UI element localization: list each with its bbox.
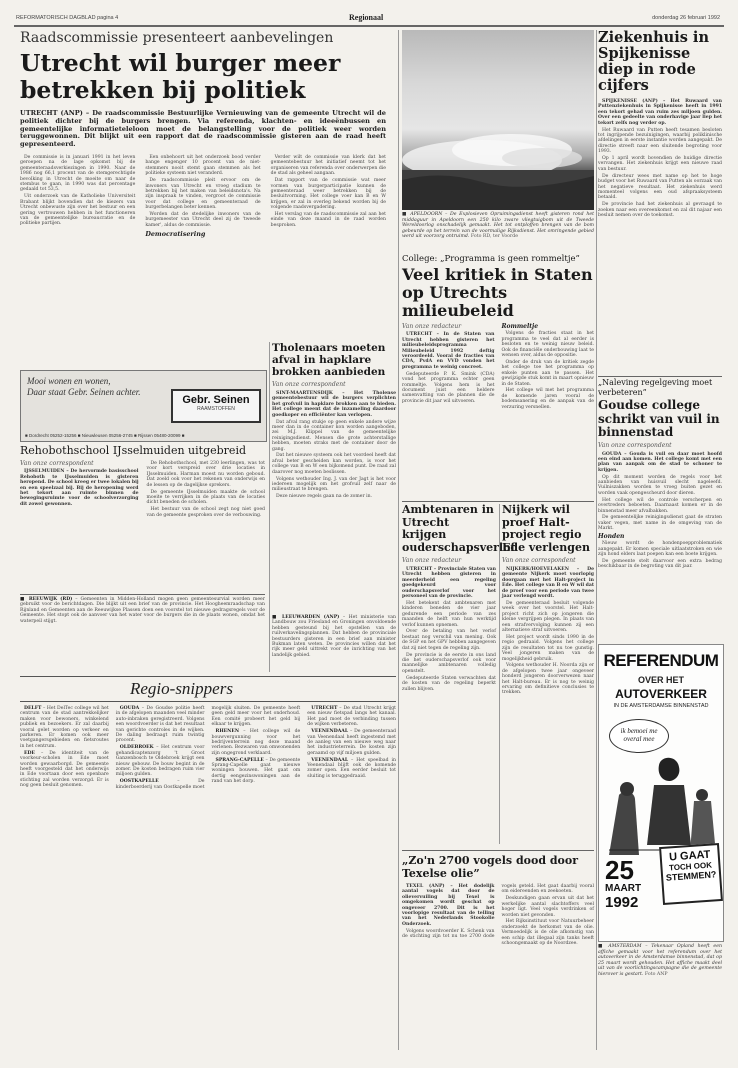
snipper-item [307, 758, 396, 780]
staten-lead: UTRECHT – In de Staten van Utrecht hebben gisteren het milieubeleidsprogramma Milieubeleid 1992 deftig veroordeeld. Vooral de fracties van CDA, PvdA en VVD vonden het programma te weinig concreet. [402, 332, 495, 370]
ambtenaren-headline: Ambtenaren in Utrecht krijgen ouderschapsverlof [402, 503, 516, 554]
poster-sign-line3: STEMMEN? [665, 869, 717, 883]
snipper-text: – Het DelTec college wil het centrum van de stad aantrekkelijker maken voor bewoners, winkelend publiek en bezoekers. Er zal daarbij vooral gelet worden op verkeer en parkeren. Er komen ook meer voetgangersgebieden en fietsroutes in het centrum. [20, 706, 109, 749]
reeuwijk-story [20, 597, 265, 655]
rehoboth-paragraph: De gemeente IJsselmuiden maakte de school moeite te verrijken in de plaats van de locaties dicht beneden de scholen. [146, 489, 265, 506]
snipper-item [307, 706, 396, 728]
masthead-section: Regionaal [349, 13, 384, 22]
regio-snippers-header: Regio-snippers [130, 679, 233, 698]
referendum-caption [598, 944, 722, 1034]
poster-speech-bubble [609, 719, 669, 753]
main-story-body [20, 155, 386, 315]
staten-body [402, 324, 594, 504]
goudse-paragraph: Het college wil de controle verscherpen en overtreders beboeten. Daarnaast komen er in de binnenstad meer afvalbakken. [598, 497, 722, 514]
vogels-paragraph: Volgens woordvoerder K. Schenk van de stichting zijn tot nu toe 2700 dode vogels geteld. Het gaat daarbij vooral om eidereenden en zeekoeten. [402, 884, 594, 940]
rehoboth-headline: Rehobothschool IJsselmuiden uitgebreid [20, 444, 246, 457]
ziekenhuis-paragraph: SPIJKENISSE (ANP) – Het Ruwaard van Puttenziekenhuis in Spijkenisse heeft in 1991 een tekort gehad van ruim zes miljoen gulden. Over een gedeelte van onderhavige jaar liep het tekort zelfs nog verder op. [598, 99, 722, 126]
reeuwijk-label: ■ REEUWIJK (RD) [20, 597, 73, 602]
snipper-text: – De gemeenteraad van Veenendaal heeft ingestemd met de aanleg van een nieuwe weg naar het industrieterrein. De kosten zijn geraamd op vijf miljoen gulden. [307, 729, 396, 756]
snipper-text: – Het speelbad in Veenendaal blijft ook de komende zomer open. Een eerder besluit tot sluiting is teruggedraaid. [307, 757, 396, 779]
goudse-overline: „Naleving regelgeving moet verbeteren” [598, 378, 713, 397]
vogels-story [402, 850, 594, 1047]
explosion-smoke-graphic [402, 30, 594, 210]
halt-body [502, 567, 594, 696]
tholenaars-lead: SINT-MAARTENSDIJK – Het Tholense gemeentebestuur wil de burgers verplichten het grofvuil in hapklare brokken aan te bieden. Het college meent dat de inzameling daardoor goedkoper en efficiënter kan verlopen. [272, 391, 396, 418]
halt-story [502, 504, 594, 846]
main-story-overline: Raadscommissie presenteert aanbevelingen [20, 30, 334, 46]
apeldoorn-caption [402, 212, 594, 250]
snipper-place: VEENENDAAL [311, 757, 349, 763]
staten-story [402, 254, 594, 499]
vogels-lead: TEXEL (ANP) – Het dodelijk aantal vogels dat door de olievervuiling bij Texel is omgekomen wordt geschat op ongeveer 2700. Dit is het voorlopige resultaat van de telling van het Nederlands Stookolie Onderzoek. [402, 884, 495, 927]
snipper-item [20, 706, 109, 749]
tholenaars-body [272, 391, 396, 500]
goudse-lead: GOUDA – Gouda is vuil en daar moet hoofd een eind aan komen. Het college komt met een plan van aanpak om de stad te schoner te krijgen. [598, 451, 722, 473]
poster-date-day: 25 [605, 855, 634, 885]
goudse-paragraph: Op dit moment worden de regels voor het aanbieden van huisvuil slecht nageleefd. Vuilniszakken worden te vroeg buiten gezet en worden vaak opengescheurd door dieren. [598, 474, 722, 496]
poster-sign-line2: TOCH OOK [668, 860, 713, 873]
gebr-seinen-ad [20, 370, 267, 442]
main-story-paragraph: Worden dat de stedelijke inwoners van de burgemeester van Utrecht deel zij de 'tweede kamer', aldus de commissie. [145, 212, 261, 228]
main-story-paragraph: Dat rapport van de commissie wat meer vormen van burgerparticipatie kunnen de gemeenteraad weer betrekken bij de besluitvorming. Het college voer kan B en W krijgen, er zal in overleg bekend worden bij de volgende raadsvergadering. [270, 178, 386, 211]
halt-byline: Van onze correspondent [502, 557, 576, 564]
staten-paragraph: Het college wil met het programma de komende jaren vooral de bodemsanering en de aanpak van de verzuring versnellen. [501, 388, 594, 410]
staten-paragraph: Volgens de fracties staat in het programma te veel dat al eerder is besloten en te weinig nieuw beleid. Ook de financiële onderbouwing laat te wensen over, aldus de oppositie. [501, 331, 594, 359]
poster-title: REFERENDUM [603, 651, 719, 670]
main-story-paragraph: Het verslag van de raadscommissie zal aan het einde van deze maand in de raad worden besproken. [270, 212, 386, 228]
snipper-place: SPRANG-CAPELLE [215, 757, 264, 763]
referendum-credit: Foto ANP [644, 971, 668, 977]
snipper-item [116, 706, 205, 744]
poster-sign-line1: U GAAT [668, 848, 711, 864]
main-story-paragraph: Een onbehoort uit het onderzoek bood verder bange engenger 10 procent van de niet-stemmers nooit stemt gaan stemmen als het politieke systeem niet veranderd. [145, 154, 261, 177]
poster-sign [659, 843, 723, 905]
masthead-paper-page: REFORMATORISCH DAGBLAD pagina 4 [16, 15, 119, 21]
snipper-place: RHENEN [215, 729, 240, 735]
ziekenhuis-paragraph: De directeur wees met name op het te hoge budget voor het Ruwaard van Putten als oorzaak van het negatieve resultaat. Het ziekenhuis werd momenteel volgens een oud afspraaksysteem betaald. [598, 173, 722, 201]
ad-addresses: ■ Dordrecht 05252-15256 ■ Nieuwleusen 05256-2745 ■ Rijssen 05480-20099 ■ [25, 433, 185, 438]
ziekenhuis-headline: Ziekenhuis in Spijkenisse diep in rode cijfers [598, 29, 709, 94]
snipper-text: – Het centrum voor gehandicaptenzorg 't Groot Ganzenbosch te Oldebroek krijgt een nieuw gebouw. De bouw begint in de zomer. De kosten bedragen ruim vier miljoen gulden. [115, 745, 205, 778]
snipper-place: GOUDA [119, 706, 140, 711]
tholenaars-paragraph: Volgens wethouder Ing. J. van der Jagt is het voor iedereen mogelijk om het grofvuil zelf naar de milieustraat te brengen. [272, 476, 396, 493]
tholenaars-paragraph: Dat het nieuwe systeem ook het voordeel heeft dat afval beter gescheiden kan worden, is voor het college van B en W een bijkomend punt. De raad zal daarover nog moeten beslissen. [272, 453, 396, 475]
main-story-paragraph: De commissie is in januari 1991 in het leven geroepen na de lage opkomst bij de gemeenteraadsverkiezingen in 1990. Naar de 1986 nog 66,1 procent van de stemgerechtigde bevolking in Utrecht de moeite om naar de stembus te gaan, in 1990 was dat percentage gedaald tot 53,5. [20, 154, 136, 193]
main-story-lead: UTRECHT (ANP) – De raadscommissie Bestuurlijke Vernieuwing van de gemeente Utrecht wil de politiek dichter bij de burgers brengen. Via referenda, klachten- en ideeënbussen en gemeentelijke informatieteleloon moet de belangstelling voor de politiek weer worden teruggewonnen. Dit blijkt uit een rapport dat de raadscommissie gisteren aan de raad heeft gepresenteerd. [20, 109, 386, 149]
halt-paragraph: Volgens wethouder H. Noorda zijn er de afgelopen twee jaar ongeveer honderd jongeren doorverwezen naar het Halt-bureau. Er is nog te weinig ervaring om definitieve conclusies te trekken. [502, 663, 594, 696]
photo-credit: Foto RD, ter Voorde [470, 234, 519, 239]
goudse-paragraph: De gemeentelijke reinigingsdienst gaat de straten vaker vegen, met name in de omgeving van de Markt. [598, 515, 722, 532]
snipper-place: OLDEBROEK [119, 745, 154, 751]
ambtenaren-paragraph: Gedeputeerde Staten verwachten dat de kosten van de regeling beperkt zullen blijven. [402, 675, 496, 692]
ziekenhuis-body [598, 99, 722, 219]
snipper-place: UTRECHT [311, 706, 338, 711]
ambtenaren-paragraph: De provincie is de eerste in ons land die het ouderschapsverlof ook voor mannelijke ambtenaren volledig openstelt. [402, 652, 496, 674]
reeuwijk-text: – Gemeenten in Midden-Holland mogen geen gemeentesurvial worden meer gebruikt voor de berichtdagen. Die blijkt uit een brief van de provincie. Het Hoogheemraadschap van Rijnland en Gemeenten aan de Reeuwijkse Plassen doen een voorstel tot nieuwe gedragsregels voor de Gemeente. Het stopt ook de aanvoer van het water voor de burgers die in de plaats wonen, omdat het waterpeil stijgt. [20, 597, 265, 624]
poster-date-month: MAART [605, 883, 642, 894]
halt-paragraph: Het project wordt sinds 1990 in de regio gedraaid. Volgens het college zijn de resultaten tot nu toe gunstig. Veel jongeren maken van de mogelijkheid gebruik. [502, 634, 594, 662]
poster-speech-text: ik bemoei me overal mee [620, 727, 658, 743]
snipper-text: – De identiteit van de voorkeur-scholen in Ede moet worden gewaarborgd. De gemeente heeft voorgesteld dat het onderwijs in Ede voortaan door een openbare stichting zal worden verzorgd. Er is nog geen besluit genomen. [20, 750, 109, 789]
rehoboth-story [20, 444, 265, 592]
main-story-subhead: Democratisering [145, 230, 206, 239]
leeuwarden-text: – Het ministerie van Landbouw zou Friesland en Groningen onvoldoende hebben gesteund bij het opstellen van de ruilverkavelingsplannen. Dat hebben de provinciale bestuurders gisteren in een brief aan minister Bukman laten weten. De provincies willen dat het rijk meer geld uittrekt voor de inrichting van het landelijk gebied. [272, 615, 396, 658]
main-story-headline: Utrecht wil burger meer betrekken bij politiek [20, 49, 341, 104]
ad-slogan-2: Daar staat Gebr. Seinen achter. [27, 387, 141, 397]
ambtenaren-paragraph: Over de betaling van het verlof bestaat nog verschil van mening. Ook de SGP en het GPV hebben aangegeven dat zij niet tegen de regeling zijn. [402, 629, 496, 651]
ad-logo-box [171, 389, 261, 423]
snipper-place: OOSTKAPELLE [119, 779, 159, 785]
snipper-item [116, 745, 205, 777]
tholenaars-paragraph: Dat afval rang stukje op geen enkele andere wijze meer dan in de container kon worden aangeboden, zei M.J. Klippel van de gemeentelijke reinigingsdienst. Mensen die grote achterstallige hebben, moeten straks met de container door de gang. [272, 419, 396, 452]
snipper-place: VEENENDAAL [311, 729, 349, 735]
rehoboth-byline: Van onze correspondent [20, 460, 94, 467]
staten-byline: Van onze redacteur [402, 323, 462, 330]
rehoboth-paragraph: De Rehobothschool, met 230 leerlingen, was tot voor kort verspreid over drie locaties in IJsselmuiden. Harman moest nu worden geboud. Dat zoeld ook voor het rekenen van onderwijs en de lessen op de dagelijkse sprekers. [146, 461, 265, 488]
tholenaars-paragraph: Deze nieuwe regels gaan na de zomer in. [276, 494, 372, 500]
ziekenhuis-paragraph: Op 1 april wordt bovendien de huidige directie vervangen. Het ziekenhuis krijgt een nieuwe raad van bestuur. [598, 156, 722, 172]
vogels-paragraph: Het Rijksinstituut voor Natuurbeheer onderzoekt de herkomst van de olie. Vermoedelijk is de olie afkomstig van een schip dat illegaal zijn tanks heeft schoongemaakt op de Noordzee. [501, 919, 594, 947]
ambtenaren-paragraph: UTRECHT – Provinciale Staten van Utrecht hebben gisteren in meerderheid een regeling goedgekeurd voor ouderschapsverlof voor het personeel van de provincie. [402, 567, 496, 600]
masthead-date: donderdag 26 februari 1992 [652, 15, 720, 21]
staten-paragraph: Gedeputeerde P. K. Smink (CDA) vond het programma echter geen rommeltje. Volgens hem is het document juist een heldere samenvatting van de plannen die de provincie dit jaar wil uitvoeren. [402, 371, 495, 404]
main-story [20, 30, 394, 372]
regio-snippers-body [20, 706, 396, 1056]
goudse-paragraph: De gemeente stelt daarvoor een extra bedrag beschikbaar in de begroting van dit jaar. [598, 558, 722, 570]
snipper-text: – De kinderboerderij van Oostkapelle moet mogelijk sluiten. De gemeente heeft geen geld meer voor het onderhoud. Een comité probeert het geld bij elkaar te krijgen. [115, 706, 301, 790]
staten-overline: College: „Programma is geen rommeltje” [402, 254, 580, 264]
tholenaars-story [272, 342, 396, 612]
ambtenaren-story [402, 503, 516, 846]
snipper-place: DELFT [24, 706, 42, 711]
goudse-paragraph: Nieuw wordt de hondenpoepproblematiek aangepakt. Er komen speciale uitlaatstroken en wie zijn hond elders laat poepen kan een boete krijgen. [598, 541, 722, 557]
snipper-place: EDE [24, 750, 35, 756]
ziekenhuis-paragraph: Het Ruwaard van Putten heeft tesamen besloten tot ingrijpende bezuinigingen, waarbij poliklinische afdelingen in eerste instantie worden aangepakt. De directie streeft naar een sluitende begroting voor 1993. [598, 127, 722, 155]
snipper-text: – Het college wil de bouwvergunning voor het bedrijventerrein nog deze maand verlenen. Bezwaren van omwonenden zijn ongegrond verklaard. [211, 729, 301, 756]
rehoboth-paragraph: IJSSELMUIDEN – De hervormde basisschool Rehoboth te IJsselmuiden is gisteren heropend. De school kreeg er twee lokalen bij en een speelzaal bij. Bij de heropening werd het tekort aan ruimte binnen de bewegingsruimte voor de schoolverzorging dit zowel gewonnen. [20, 469, 139, 507]
halt-paragraph: De gemeenteraad besluit volgende week over het voorstel. Het Halt-project richt zich op jongeren die kleine vergrijpen plegen. In plaats van een strafvervolging kunnen zij een alternatieve straf uitvoeren. [502, 600, 594, 633]
poster-date-year: 1992 [605, 894, 639, 911]
goudse-body [598, 452, 722, 570]
snipper-item [20, 751, 109, 789]
masthead [14, 12, 724, 26]
staten-headline: Veel kritiek in Staten op Utrechts milieubeleid [402, 265, 593, 320]
apeldoorn-explosion-photo [402, 30, 594, 210]
snipper-text: – De Goudse politie heeft in de afgelopen maanden veel minder auto-inbraken geregistreerd. Volgens een woordvoerder is dat het resultaat van gerichte controles in de wijken. De daling bedraagt ruim twintig procent. [115, 706, 205, 744]
tholenaars-byline: Van onze correspondent [272, 381, 346, 388]
leeuwarden-label: ■ LEEUWARDEN (ANP) [272, 615, 340, 620]
ad-brand: Gebr. Seinen [182, 394, 250, 406]
poster-line1: OVER HET [637, 675, 684, 685]
staten-subhead: Rommeltje [501, 323, 539, 330]
poster-line3: IN DE AMSTERDAMSE BINNENSTAD [613, 703, 709, 709]
ad-slogan-1: Mooi wonen en wonen, [27, 376, 111, 386]
ad-tag: RAAMSTOFFEN [197, 406, 235, 412]
poster-line2: AUTOVERKEER [615, 687, 707, 701]
staten-paragraph: Onder de druk van de kritiek zegde het college toe het programma op enkele punten aan te passen. Het gewijzigde stuk komt in maart opnieuw in de Staten. [501, 359, 594, 387]
caption-text: APELDOORN – De Explosieven Opruimingsdienst heeft gisteren rond het middaguur in Apeldoorn een 250 kilo zware vliegtuigbom uit de Tweede Wereldoorlog onschadelijk gemaakt. Het tot ontploffen brengen van de bom gebeurde op het terrein van de voormalige Rijksdienst. Het omringende gebied werd uit voorzorg ontruimd. [402, 212, 594, 239]
vogels-body [402, 884, 594, 1054]
vogels-paragraph: Deskundigen gaan ervan uit dat het werkelijke aantal slachtoffers veel hoger ligt. Veel vogels verdrinken of worden niet gevonden. [501, 896, 594, 918]
snipper-item [307, 729, 396, 756]
vogels-headline: „Zo'n 2700 vogels dood door Texelse olie” [402, 854, 578, 880]
goudse-byline: Van onze correspondent [598, 441, 672, 449]
main-story-paragraph: De raadscommissie pleit ervoor om de inwoners van Utrecht en vroeg stadium te betrekken bij het maken van beleidsnota's. Na zijn inspraak te vinden, vergroot de commissie voor dat college en gemeenteraad de burgerbelangen beter kennen. [145, 178, 261, 211]
main-story-paragraph: Verder wilt de commissie van klerk dat het gemeentebestuur het initiatief neemt tot het organiseren van referenda over onderwerpen die de stad als geheel aangaan. [270, 154, 386, 177]
poster-date [605, 857, 661, 911]
ambtenaren-paragraph: Het betekent dat ambtenaren met kinderen beneden de vier jaar gedurende een periode van zes maanden de helft van hun werktijd verlof kunnen opnemen. [402, 600, 496, 628]
regio-snippers-banner [20, 676, 396, 702]
snipper-item [212, 729, 301, 756]
rehoboth-body [20, 461, 265, 589]
ziekenhuis-story [598, 30, 722, 375]
ambtenaren-byline: Van onze redacteur [402, 557, 462, 564]
square-bullet-icon: ■ [402, 212, 411, 217]
tholenaars-headline: Tholenaars moeten afval in hapklare brokken aanbieden [272, 342, 386, 378]
ambtenaren-body [402, 567, 496, 692]
newspaper-page [14, 12, 724, 1060]
main-story-paragraph: Uit onderzoek van de Katholieke Universiteit Brabant blijkt bovendien dat de kiezers van Utrecht onbewuste zijn over het bestuur en een gering vertrouwen hebben in het functioneren van de gemeentelijke bureaucratie en de politieke partijen. [20, 194, 136, 227]
goudse-subhead: Honden [598, 532, 625, 540]
referendum-poster [598, 644, 724, 942]
snipper-text: – De stad Utrecht krijgt een nieuw fietspad langs het kanaal. Het pad moet de verbinding tussen de wijken verbeteren. [307, 706, 397, 728]
goudse-story-block [598, 378, 722, 640]
snipper-text: – De gemeente Sprang-Capelle gaat nieuwe woningen bouwen. Het gaat om dertig eengezinswoningen aan de rand van het dorp. [211, 757, 301, 785]
leeuwarden-story [272, 615, 396, 670]
halt-headline: Nijkerk wil proef Halt-project regio Ede verlengen [502, 503, 590, 554]
rehoboth-paragraph: Het bestuur van de school zegt nog niet goed van de gemeente gesproken over de verbouwing. [146, 507, 265, 518]
halt-lead: NIJKERK/HOEVELAKEN – De gemeente Nijkerk moet voorlopig doorgaan met het Halt-project in Ede. Het college van B en W wil dat de proef voor een periode van twee jaar verlengd wordt. [502, 567, 594, 600]
goudse-headline: Goudse college schrikt van vuil in binnenstad [598, 398, 720, 439]
referendum-caption-text: ■ AMSTERDAM – Tekenaar Opland heeft een affiche gemaakt voor het referendum over het autoverkeer in de Amsterdamse binnenstad, dat op 25 maart wordt gehouden. Het affiche maakt deel uit van de voorlichtingscampagne die de gemeente hierover is gestart. [598, 944, 722, 977]
snipper-item [212, 758, 301, 785]
ziekenhuis-paragraph: De provincie had het ziekenhuis al gevraagd te zoeken naar een overeenkomst en zal dit najaar een besluit nemen over de toekomst. [598, 202, 722, 219]
